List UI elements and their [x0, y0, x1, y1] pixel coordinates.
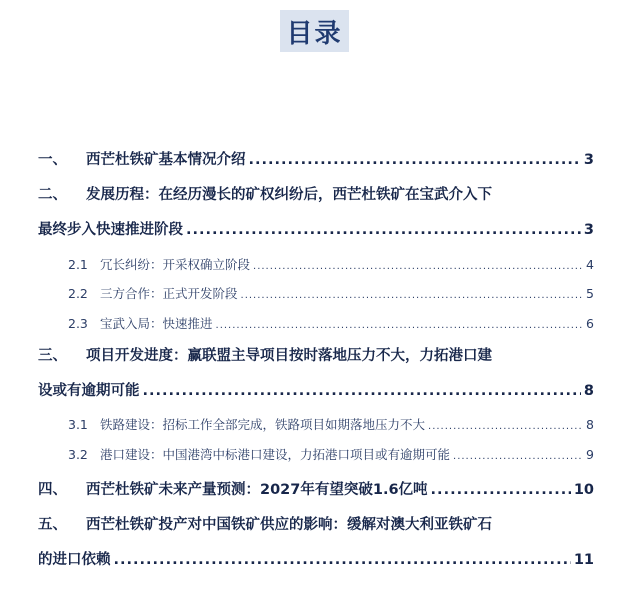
toc-entry-3[interactable] [38, 344, 594, 400]
toc-entry-5[interactable] [38, 513, 594, 569]
toc-leader [216, 316, 584, 331]
toc-text-line1: 西芒杜铁矿投产对中国铁矿供应的影响：缓解对澳大利亚铁矿石 [86, 517, 492, 533]
toc-number: 2.3 [68, 316, 88, 331]
toc-text-line2: 最终步入快速推进阶段 [38, 222, 183, 238]
toc-leader [143, 383, 581, 399]
toc-page: 3 [583, 222, 594, 238]
toc-number: 五、 [38, 517, 67, 533]
toc-page: 10 [573, 482, 594, 498]
toc-leader [428, 417, 583, 432]
toc-leader [186, 222, 581, 238]
toc-leader [453, 447, 583, 462]
toc-entry-2-2[interactable] [38, 284, 594, 302]
toc-text: 铁路建设：招标工作全部完成，铁路项目如期落地压力不大 [100, 417, 426, 432]
toc-number: 3.2 [68, 447, 88, 462]
toc-leader [249, 152, 581, 168]
toc-text: 西芒杜铁矿基本情况介绍 [86, 152, 246, 168]
toc-number: 3.1 [68, 417, 88, 432]
toc-leader [253, 257, 583, 272]
toc-number: 二、 [38, 187, 67, 203]
toc-entry-1[interactable] [38, 148, 594, 169]
title-box [280, 10, 349, 52]
toc-text-line2: 设或有逾期可能 [38, 383, 140, 399]
toc-page: 4 [586, 257, 594, 272]
toc-entry-3-1[interactable] [38, 415, 594, 433]
toc-leader [114, 552, 571, 568]
toc-entry-2[interactable] [38, 183, 594, 239]
toc-page: 8 [586, 417, 594, 432]
toc-page: 9 [586, 447, 594, 462]
page-title: 目录 [286, 18, 343, 49]
toc-text: 宝武入局：快速推进 [100, 316, 213, 331]
toc-number: 2.2 [68, 286, 88, 301]
toc-text-line2: 的进口依赖 [38, 552, 111, 568]
toc-number: 2.1 [68, 257, 88, 272]
toc-page: 5 [586, 286, 594, 301]
toc-text-line1: 发展历程：在经历漫长的矿权纠纷后，西芒杜铁矿在宝武介入下 [86, 187, 492, 203]
toc-text-line1: 项目开发进度：赢联盟主导项目按时落地压力不大，力拓港口建 [86, 348, 492, 364]
toc-page: 11 [573, 552, 594, 568]
toc-page: 6 [586, 316, 594, 331]
toc-text: 港口建设：中国港湾中标港口建设，力拓港口项目或有逾期可能 [100, 447, 451, 462]
toc-leader [241, 286, 584, 301]
toc-number: 一、 [38, 152, 67, 168]
toc-text: 冗长纠纷：开采权确立阶段 [100, 257, 251, 272]
toc-entry-4[interactable] [38, 478, 594, 499]
toc-text: 西芒杜铁矿未来产量预测：2027年有望突破1.6亿吨 [86, 482, 428, 498]
toc-entry-2-1[interactable] [38, 255, 594, 273]
toc-number: 四、 [38, 482, 67, 498]
toc-leader [431, 482, 571, 498]
toc-page: 3 [583, 152, 594, 168]
toc-page: 8 [583, 383, 594, 399]
toc-number: 三、 [38, 348, 67, 364]
toc-entry-2-3[interactable] [38, 314, 594, 332]
toc-text: 三方合作：正式开发阶段 [100, 286, 238, 301]
toc-entry-3-2[interactable] [38, 445, 594, 463]
